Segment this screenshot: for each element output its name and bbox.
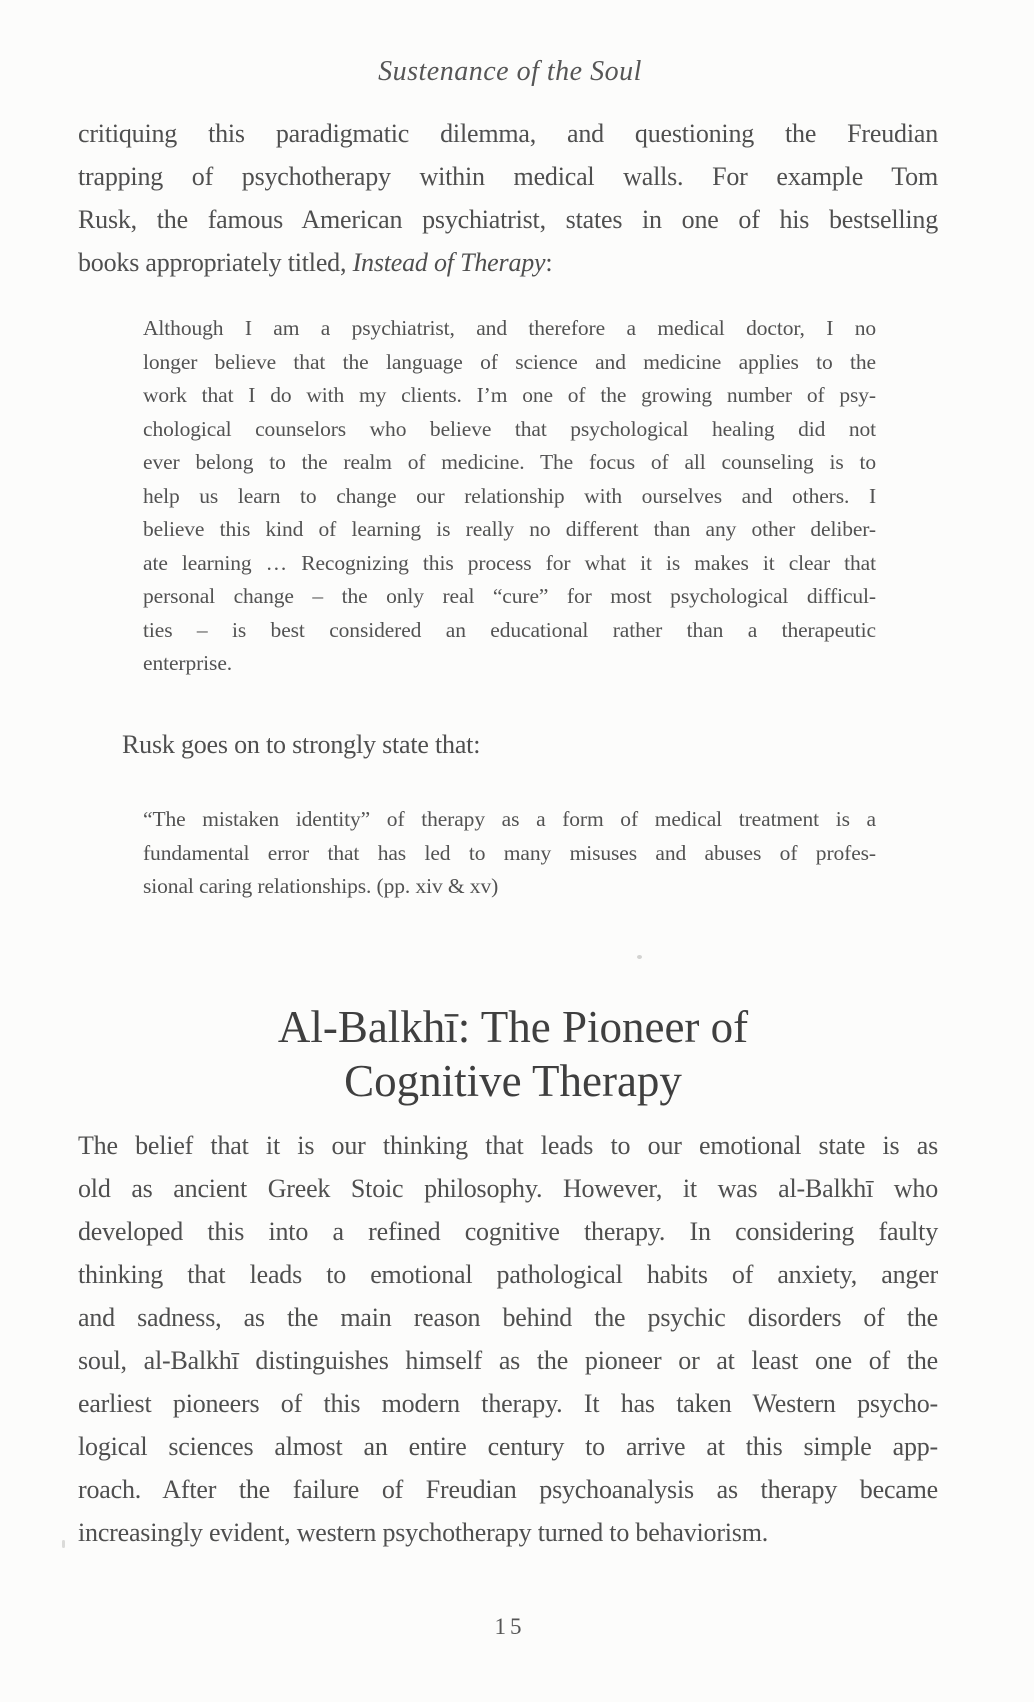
text-line: developed this into a refined cognitive therapy. In considering faulty (78, 1217, 938, 1246)
text-line: “The mistaken identity” of therapy as a form of medical treatment is a (143, 807, 876, 831)
text-line: personal change – the only real “cure” for most psychological difficul- (143, 584, 876, 608)
text-line: critiquing this paradigmatic dilemma, and questioning the Freudian (78, 119, 938, 148)
intro-last-line-prefix: books appropriately titled, (78, 248, 353, 277)
text-line: believe this kind of learning is really no different than any other deliber- (143, 517, 876, 541)
section-heading (0, 1000, 1026, 1108)
text-line: longer believe that the language of science and medicine applies to the (143, 349, 876, 374)
text-line: roach. After the failure of Freudian psychoanalysis as therapy became (78, 1475, 938, 1504)
text-line: logical sciences almost an entire century to arrive at this simple app- (78, 1432, 938, 1461)
intro-last-line-suffix: : (545, 248, 553, 277)
text-line: ate learning … Recognizing this process for what it is makes it clear that (143, 550, 876, 575)
text-line: ties – is best considered an educational rather than a therapeutic (143, 617, 876, 642)
text-line: Although I am a psychiatrist, and therefore a medical doctor, I no (143, 316, 876, 340)
text-line: ever belong to the realm of medicine. The focus of all counseling is to (143, 450, 876, 474)
lead-in-line: Rusk goes on to strongly state that: (122, 730, 481, 759)
intro-paragraph (78, 112, 938, 284)
text-line: earliest pioneers of this modern therapy. It has taken Western psycho- (78, 1389, 938, 1418)
intro-paragraph-lines (78, 112, 938, 241)
body-paragraph (78, 1124, 938, 1554)
block-quote-rusk-2 (143, 803, 876, 904)
text-line: fundamental error that has led to many misuses and abuses of profes- (143, 840, 876, 865)
book-title-italic: Instead of Therapy (352, 248, 546, 277)
scan-speck (637, 955, 642, 959)
block-quote-rusk-1 (143, 312, 876, 681)
text-line: and sadness, as the main reason behind the psychic disorders of the (78, 1303, 938, 1332)
text-line: The belief that it is our thinking that leads to our emotional state is as (78, 1131, 938, 1160)
text-line: chological counselors who believe that psychological healing did not (143, 416, 876, 441)
text-line: increasingly evident, western psychotherapy turned to behaviorism. (78, 1518, 769, 1547)
scan-speck-2 (62, 1540, 65, 1548)
text-line: thinking that leads to emotional pathological habits of anxiety, anger (78, 1260, 938, 1289)
text-line: soul, al-Balkhī distinguishes himself as the pioneer or at least one of the (78, 1346, 938, 1375)
text-line: work that I do with my clients. I’m one of the growing number of psy- (143, 383, 876, 407)
page-number: 15 (494, 1614, 526, 1639)
running-head: Sustenance of the Soul (378, 56, 642, 87)
text-line: trapping of psychotherapy within medical walls. For example Tom (78, 162, 938, 191)
text-line: old as ancient Greek Stoic philosophy. However, it was al-Balkhī who (78, 1174, 938, 1203)
intro-paragraph-last-line (78, 241, 938, 284)
section-heading-line1: Al-Balkhī: The Pioneer of (277, 1002, 749, 1052)
text-line: sional caring relationships. (pp. xiv & xv) (143, 874, 499, 898)
text-line: help us learn to change our relationship with ourselves and others. I (143, 483, 876, 508)
section-heading-line2: Cognitive Therapy (344, 1056, 682, 1106)
text-line: Rusk, the famous American psychiatrist, states in one of his bestselling (78, 205, 938, 234)
text-line: enterprise. (143, 651, 233, 675)
